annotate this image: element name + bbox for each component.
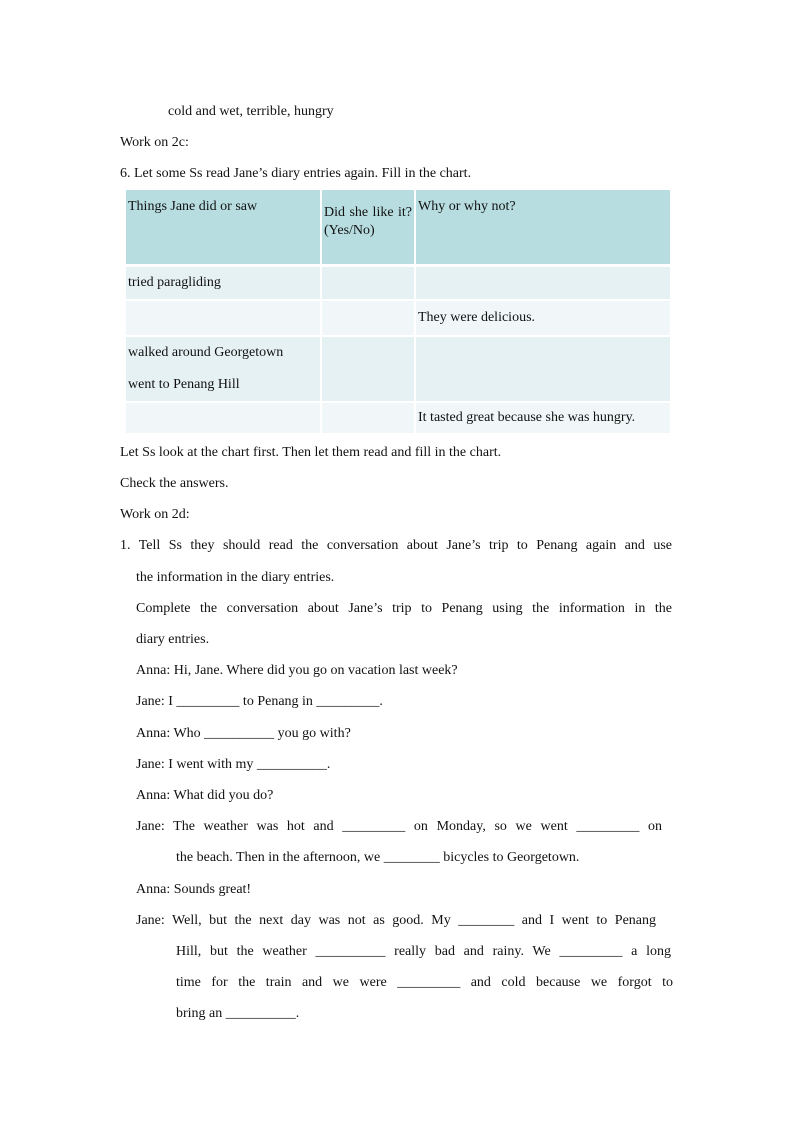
- chart-cell: [321, 369, 415, 402]
- dialogue-line: the beach. Then in the afternoon, we ________ bicycles to Georgetown.: [176, 850, 580, 865]
- chart-row: [125, 369, 671, 402]
- instruction-line: Complete the conversation about Jane’s trip to Penang using the information in the: [136, 601, 672, 616]
- instruction-step-6: 6. Let some Ss read Jane’s diary entries again. Fill in the chart.: [120, 166, 472, 181]
- chart-cell: It tasted great because she was hungry.: [415, 402, 671, 433]
- chart-cell: [415, 336, 671, 369]
- chart-cell: walked around Georgetown: [125, 336, 321, 369]
- chart-header-cell: Why or why not?: [415, 190, 671, 266]
- dialogue-line: time for the train and we were _________ and cold because we forgot to: [176, 975, 673, 990]
- chart-row: [125, 402, 671, 433]
- chart-cell: [125, 402, 321, 433]
- chart-cell: [321, 266, 415, 301]
- chart-cell: [321, 336, 415, 369]
- dialogue-line: Jane: Well, but the next day was not as good. My ________ and I went to Penang: [136, 913, 656, 928]
- diary-chart: [124, 190, 672, 433]
- dialogue-line: Jane: I went with my __________.: [136, 757, 331, 772]
- chart-row: [125, 266, 671, 301]
- chart-cell: [415, 369, 671, 402]
- chart-cell: tried paragliding: [125, 266, 321, 301]
- vocab-line: cold and wet, terrible, hungry: [168, 104, 334, 119]
- dialogue-line: Hill, but the weather __________ really bad and rainy. We _________ a long: [176, 944, 671, 959]
- instruction-step-1: 1. Tell Ss they should read the conversation about Jane’s trip to Penang again and use: [120, 538, 672, 553]
- chart-row: [125, 300, 671, 336]
- chart-cell: went to Penang Hill: [125, 369, 321, 402]
- chart-row: [125, 336, 671, 369]
- chart-header-cell: Things Jane did or saw: [125, 190, 321, 266]
- section-heading-2c: Work on 2c:: [120, 135, 189, 150]
- chart-header-cell: Did she like it? (Yes/No): [321, 190, 415, 266]
- dialogue-line: Anna: Who __________ you go with?: [136, 726, 351, 741]
- chart-cell: [321, 402, 415, 433]
- instruction-line: diary entries.: [136, 632, 210, 647]
- chart-header-row: [125, 190, 671, 266]
- dialogue-line: Anna: Hi, Jane. Where did you go on vacation last week?: [136, 663, 458, 678]
- dialogue-line: Anna: What did you do?: [136, 788, 274, 803]
- chart-cell: [415, 266, 671, 301]
- instruction-line: Let Ss look at the chart first. Then let them read and fill in the chart.: [120, 445, 502, 460]
- instruction-line: the information in the diary entries.: [136, 570, 335, 585]
- chart-cell: [125, 300, 321, 336]
- chart-cell: [321, 300, 415, 336]
- dialogue-line: Anna: Sounds great!: [136, 882, 252, 897]
- section-heading-2d: Work on 2d:: [120, 507, 190, 522]
- dialogue-line: Jane: I _________ to Penang in _________.: [136, 694, 383, 709]
- instruction-line: Check the answers.: [120, 476, 229, 491]
- dialogue-line: bring an __________.: [176, 1006, 300, 1021]
- chart-cell: They were delicious.: [415, 300, 671, 336]
- dialogue-line: Jane: The weather was hot and _________ on Monday, so we went _________ on: [136, 819, 662, 834]
